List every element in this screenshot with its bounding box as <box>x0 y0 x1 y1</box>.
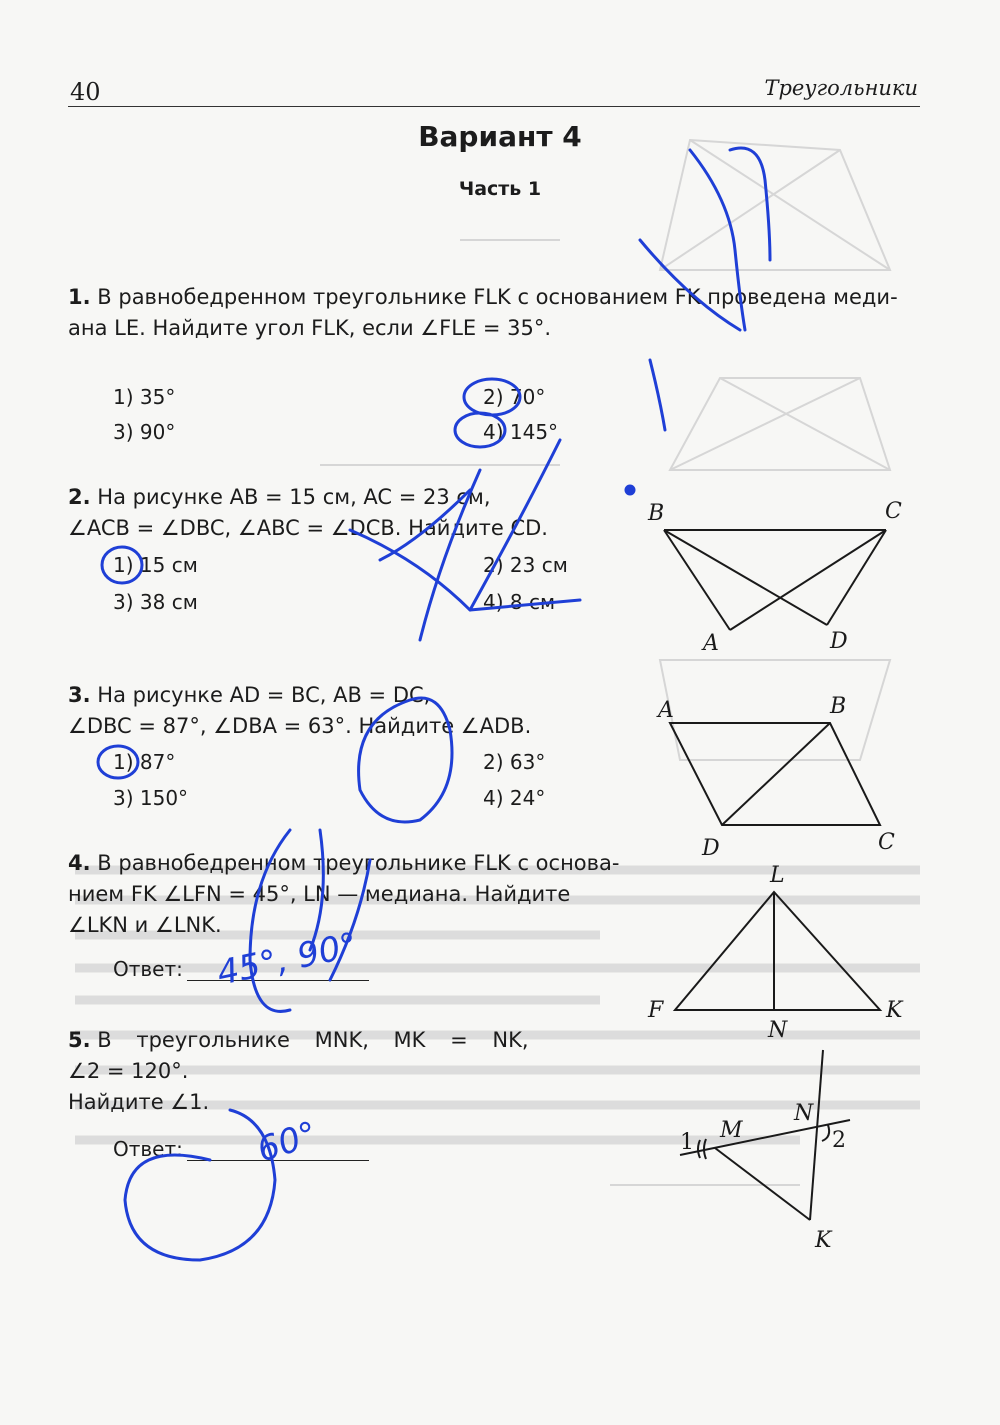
page-number: 40 <box>70 78 101 106</box>
option-1-2[interactable]: 2) 70° <box>483 385 546 409</box>
question-text-line: В треугольнике MNK, MK = NK, <box>97 1028 529 1052</box>
angle-label: 2 <box>832 1128 846 1153</box>
point-label: A <box>658 698 674 723</box>
point-label: C <box>878 830 895 855</box>
header-divider <box>68 106 920 107</box>
answer-4 <box>113 957 369 981</box>
question-1 <box>68 282 928 344</box>
question-number: 3. <box>68 683 91 707</box>
point-label: N <box>768 1018 788 1043</box>
question-5 <box>68 1025 608 1118</box>
question-4 <box>68 848 638 941</box>
angle-1-arc <box>698 1140 700 1158</box>
handwritten-answer-4: 45°, 90° <box>213 925 361 994</box>
option-1-1[interactable]: 1) 35° <box>113 385 176 409</box>
question-text-line: Найдите ∠1. <box>68 1090 210 1114</box>
line-nk <box>810 1050 823 1220</box>
point-label: C <box>885 499 902 524</box>
segment-dc <box>827 530 886 625</box>
point-label: A <box>703 631 719 656</box>
question-text-line: В равнобедренном треугольнике FLK с основа- <box>97 851 620 875</box>
point-label: N <box>794 1101 814 1126</box>
point-label: M <box>720 1118 743 1143</box>
point-label: B <box>648 501 665 526</box>
line-through-m-n <box>680 1120 850 1155</box>
triangle-flk <box>675 892 880 1010</box>
question-text-line: ∠LKN и ∠LNK. <box>68 913 222 937</box>
variant-title: Вариант 4 <box>418 120 582 153</box>
question-number: 1. <box>68 285 91 309</box>
answer-field[interactable] <box>187 1140 369 1161</box>
segment-mk <box>715 1148 810 1220</box>
question-number: 4. <box>68 851 91 875</box>
handwritten-answer-5: 60° <box>252 1113 323 1171</box>
segment-ba <box>664 530 730 630</box>
diagonal-bd <box>722 723 830 825</box>
figure-4 <box>640 862 920 1047</box>
question-text-line: На рисунке AD = BC, AB = DC, <box>97 683 431 707</box>
point-label: K <box>886 998 903 1023</box>
answer-field[interactable] <box>187 960 369 981</box>
question-text-line: ∠ACB = ∠DBC, ∠ABC = ∠DCB. Найдите CD. <box>68 516 548 540</box>
angle-label: 1 <box>680 1130 694 1155</box>
question-number: 5. <box>68 1028 91 1052</box>
section-title: Треугольники <box>764 76 918 100</box>
point-label: D <box>702 836 720 861</box>
figure-5 <box>660 1045 860 1260</box>
question-text-line: В равнобедренном треугольнике FLK с основанием FK проведена меди- <box>97 285 898 309</box>
angle-2-arc <box>822 1125 829 1141</box>
option-2-2[interactable]: 2) 23 см <box>483 553 568 577</box>
question-text-line: На рисунке AB = 15 см, AC = 23 см, <box>97 485 491 509</box>
question-text-line: нием FK ∠LFN = 45°, LN — медиана. Найдите <box>68 882 571 906</box>
option-1-3[interactable]: 3) 90° <box>113 420 176 444</box>
option-3-1[interactable]: 1) 87° <box>113 750 176 774</box>
question-2 <box>68 482 638 544</box>
answer-label: Ответ: <box>113 957 183 981</box>
question-text-line: ∠DBC = 87°, ∠DBA = 63°. Найдите ∠ADB. <box>68 714 532 738</box>
question-text-line: ана LE. Найдите угол FLK, если ∠FLE = 35°. <box>68 316 551 340</box>
point-label: L <box>770 863 785 888</box>
point-label: F <box>648 998 664 1023</box>
option-2-3[interactable]: 3) 38 см <box>113 590 198 614</box>
figure-3 <box>650 695 920 865</box>
segment-bd <box>664 530 827 625</box>
option-2-4[interactable]: 4) 8 см <box>483 590 556 614</box>
point-label: K <box>815 1228 832 1253</box>
question-3 <box>68 680 638 742</box>
answer-5 <box>113 1137 369 1161</box>
part-title: Часть 1 <box>458 178 542 200</box>
option-3-2[interactable]: 2) 63° <box>483 750 546 774</box>
point-label: D <box>830 629 848 654</box>
figure-2 <box>640 495 930 665</box>
option-3-3[interactable]: 3) 150° <box>113 786 189 810</box>
question-number: 2. <box>68 485 91 509</box>
question-text-line: ∠2 = 120°. <box>68 1059 189 1083</box>
option-2-1[interactable]: 1) 15 см <box>113 553 198 577</box>
point-label: B <box>830 695 847 719</box>
answer-label: Ответ: <box>113 1137 183 1161</box>
option-3-4[interactable]: 4) 24° <box>483 786 546 810</box>
option-1-4[interactable]: 4) 145° <box>483 420 559 444</box>
